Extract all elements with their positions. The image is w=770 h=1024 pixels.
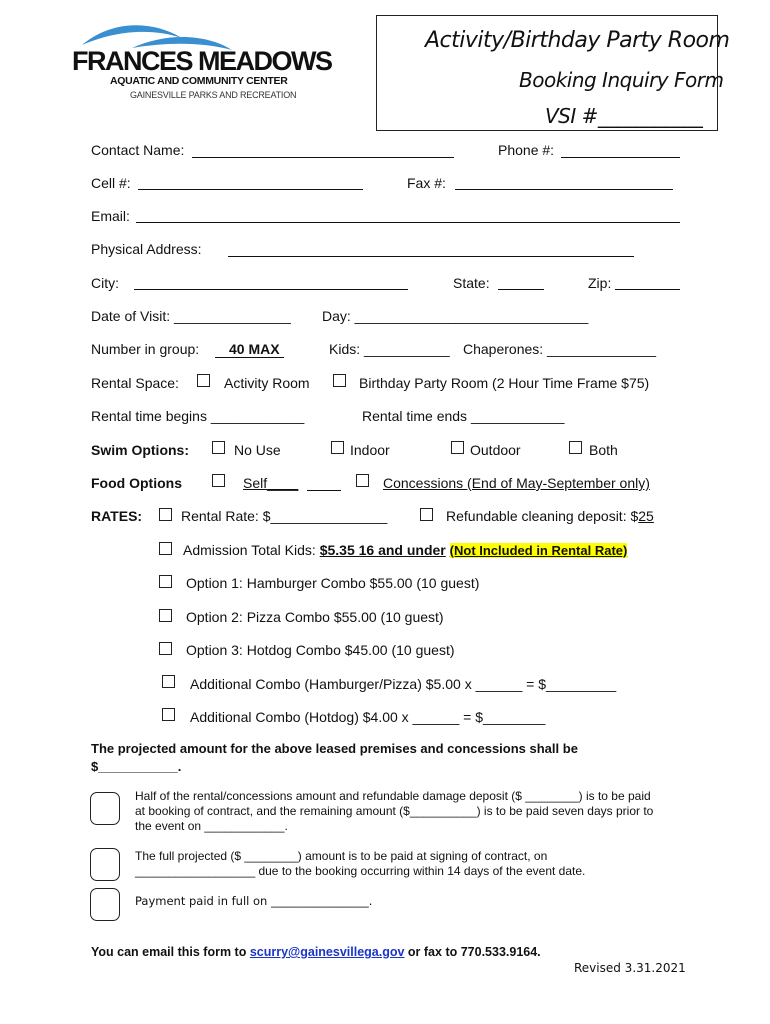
food-concessions-checkbox[interactable] bbox=[356, 474, 369, 487]
swim-outdoor-label: Outdoor bbox=[470, 442, 521, 458]
swim-both-checkbox[interactable] bbox=[569, 441, 582, 454]
additional-combo1-label: Additional Combo (Hamburger/Pizza) $5.00 x ______ = $_________ bbox=[190, 676, 617, 692]
admission-note: (Not Included in Rental Rate) bbox=[449, 543, 628, 558]
rental-rate-field[interactable]: Rental Rate: $_______________ bbox=[181, 508, 388, 524]
additional-combo1-checkbox[interactable] bbox=[162, 675, 175, 688]
cleaning-deposit-checkbox[interactable] bbox=[420, 508, 433, 521]
option1-checkbox[interactable] bbox=[159, 575, 172, 588]
additional-combo2-label: Additional Combo (Hotdog) $4.00 x ______ = $________ bbox=[190, 709, 546, 725]
email-link[interactable]: scurry@gainesvillega.gov bbox=[249, 945, 405, 959]
option3-label: Option 3: Hotdog Combo $45.00 (10 guest) bbox=[186, 642, 455, 658]
revised-date: Revised 3.31.2021 bbox=[574, 961, 686, 975]
form-subtitle: Booking Inquiry Form bbox=[519, 68, 724, 92]
food-self-text: Self bbox=[243, 475, 268, 491]
email-label: Email: bbox=[91, 208, 130, 224]
state-label: State: bbox=[453, 275, 490, 291]
group-value-text: 40 MAX bbox=[229, 341, 280, 357]
projected-line2: $___________. bbox=[91, 759, 182, 774]
email-instructions-pre: You can email this form to bbox=[91, 945, 250, 959]
cleaning-deposit-label bbox=[446, 508, 661, 524]
admission-line bbox=[183, 542, 627, 558]
option3-checkbox[interactable] bbox=[159, 642, 172, 655]
group-value bbox=[215, 341, 284, 358]
city-label: City: bbox=[91, 275, 119, 291]
cell-label: Cell #: bbox=[91, 175, 131, 191]
rates-label: RATES: bbox=[91, 508, 143, 524]
food-self-label bbox=[243, 475, 298, 491]
rental-begins[interactable]: Rental time begins ____________ bbox=[91, 408, 305, 424]
admission-text: Admission Total Kids: bbox=[183, 542, 320, 558]
email-instructions bbox=[91, 945, 541, 959]
half-payment-line2: at booking of contract, and the remaining amount ($__________) is to be paid seven days prior to bbox=[135, 804, 654, 818]
logo-name: FRANCES MEADOWS bbox=[72, 46, 332, 76]
swim-both-label: Both bbox=[589, 442, 618, 458]
additional-combo2-checkbox[interactable] bbox=[162, 708, 175, 721]
full-payment-line1: The full projected ($ ________) amount is to be paid at signing of contract, on bbox=[135, 849, 548, 863]
swim-options-label: Swim Options: bbox=[91, 442, 189, 458]
cleaning-deposit-value: 25 bbox=[638, 508, 654, 524]
full-payment-checkbox[interactable] bbox=[90, 848, 120, 881]
half-payment-line1: Half of the rental/concessions amount and refundable damage deposit ($ ________) is to be paid bbox=[135, 789, 651, 803]
form-title: Activity/Birthday Party Room bbox=[425, 28, 730, 53]
food-self-blank: ____ bbox=[267, 475, 299, 491]
admission-price: $5.35 16 and under bbox=[319, 542, 446, 558]
title-box bbox=[376, 15, 730, 131]
half-payment-line3: the event on ____________. bbox=[135, 819, 288, 833]
option2-label: Option 2: Pizza Combo $55.00 (10 guest) bbox=[186, 609, 444, 625]
vsi-text: VSI # bbox=[545, 104, 598, 128]
contact-name-label: Contact Name: bbox=[91, 142, 185, 158]
half-payment-checkbox[interactable] bbox=[90, 792, 120, 825]
food-options-label: Food Options bbox=[91, 475, 182, 491]
activity-room-checkbox[interactable] bbox=[197, 374, 210, 387]
fax-field[interactable] bbox=[455, 189, 673, 190]
swim-indoor-checkbox[interactable] bbox=[331, 441, 344, 454]
state-field[interactable] bbox=[498, 289, 544, 290]
address-label: Physical Address: bbox=[91, 241, 202, 257]
chaperones-field[interactable]: Chaperones: ______________ bbox=[463, 341, 657, 357]
phone-field[interactable] bbox=[561, 157, 680, 158]
projected-line1: The projected amount for the above leased premises and concessions shall be bbox=[91, 741, 578, 756]
contact-name-field[interactable] bbox=[192, 157, 454, 158]
city-field[interactable] bbox=[134, 289, 408, 290]
logo bbox=[72, 20, 342, 105]
vsi-label bbox=[545, 104, 702, 128]
swim-no-use-label: No Use bbox=[234, 442, 281, 458]
paid-in-full-checkbox[interactable] bbox=[90, 888, 120, 921]
address-field[interactable] bbox=[228, 256, 634, 257]
option1-label: Option 1: Hamburger Combo $55.00 (10 guest) bbox=[186, 575, 480, 591]
email-instructions-post: or fax to 770.533.9164. bbox=[404, 945, 541, 959]
birthday-room-label: Birthday Party Room (2 Hour Time Frame $75) bbox=[359, 375, 650, 391]
cell-field[interactable] bbox=[138, 189, 363, 190]
rental-space-label: Rental Space: bbox=[91, 375, 179, 391]
food-self-checkbox[interactable] bbox=[212, 474, 225, 487]
admission-checkbox[interactable] bbox=[159, 542, 172, 555]
phone-label: Phone #: bbox=[498, 142, 555, 158]
full-payment-line2: __________________ due to the booking occurring within 14 days of the event date. bbox=[135, 864, 586, 878]
date-of-visit[interactable]: Date of Visit: _______________ bbox=[91, 308, 291, 324]
food-self-line bbox=[307, 490, 341, 491]
rental-rate-checkbox[interactable] bbox=[159, 508, 172, 521]
birthday-room-checkbox[interactable] bbox=[333, 374, 346, 387]
logo-subtitle: AQUATIC AND COMMUNITY CENTER bbox=[110, 75, 288, 87]
email-field[interactable] bbox=[136, 222, 680, 223]
fax-label: Fax #: bbox=[407, 175, 446, 191]
option2-checkbox[interactable] bbox=[159, 609, 172, 622]
zip-field[interactable] bbox=[615, 289, 680, 290]
cleaning-deposit-text: Refundable cleaning deposit: $ bbox=[446, 508, 639, 524]
zip-label: Zip: bbox=[588, 275, 612, 291]
paid-in-full-label: Payment paid in full on _________________. bbox=[135, 894, 373, 908]
kids-field[interactable]: Kids: ___________ bbox=[329, 341, 450, 357]
group-label: Number in group: bbox=[91, 341, 200, 357]
activity-room-label: Activity Room bbox=[224, 375, 310, 391]
swim-outdoor-checkbox[interactable] bbox=[451, 441, 464, 454]
food-concessions-label: Concessions (End of May-September only) bbox=[383, 475, 650, 491]
swim-no-use-checkbox[interactable] bbox=[212, 441, 225, 454]
rental-ends[interactable]: Rental time ends ____________ bbox=[362, 408, 565, 424]
swim-indoor-label: Indoor bbox=[350, 442, 390, 458]
logo-department: GAINESVILLE PARKS AND RECREATION bbox=[130, 90, 297, 100]
day-field[interactable]: Day: ______________________________ bbox=[322, 308, 589, 324]
vsi-blank: ___________ bbox=[597, 104, 703, 128]
